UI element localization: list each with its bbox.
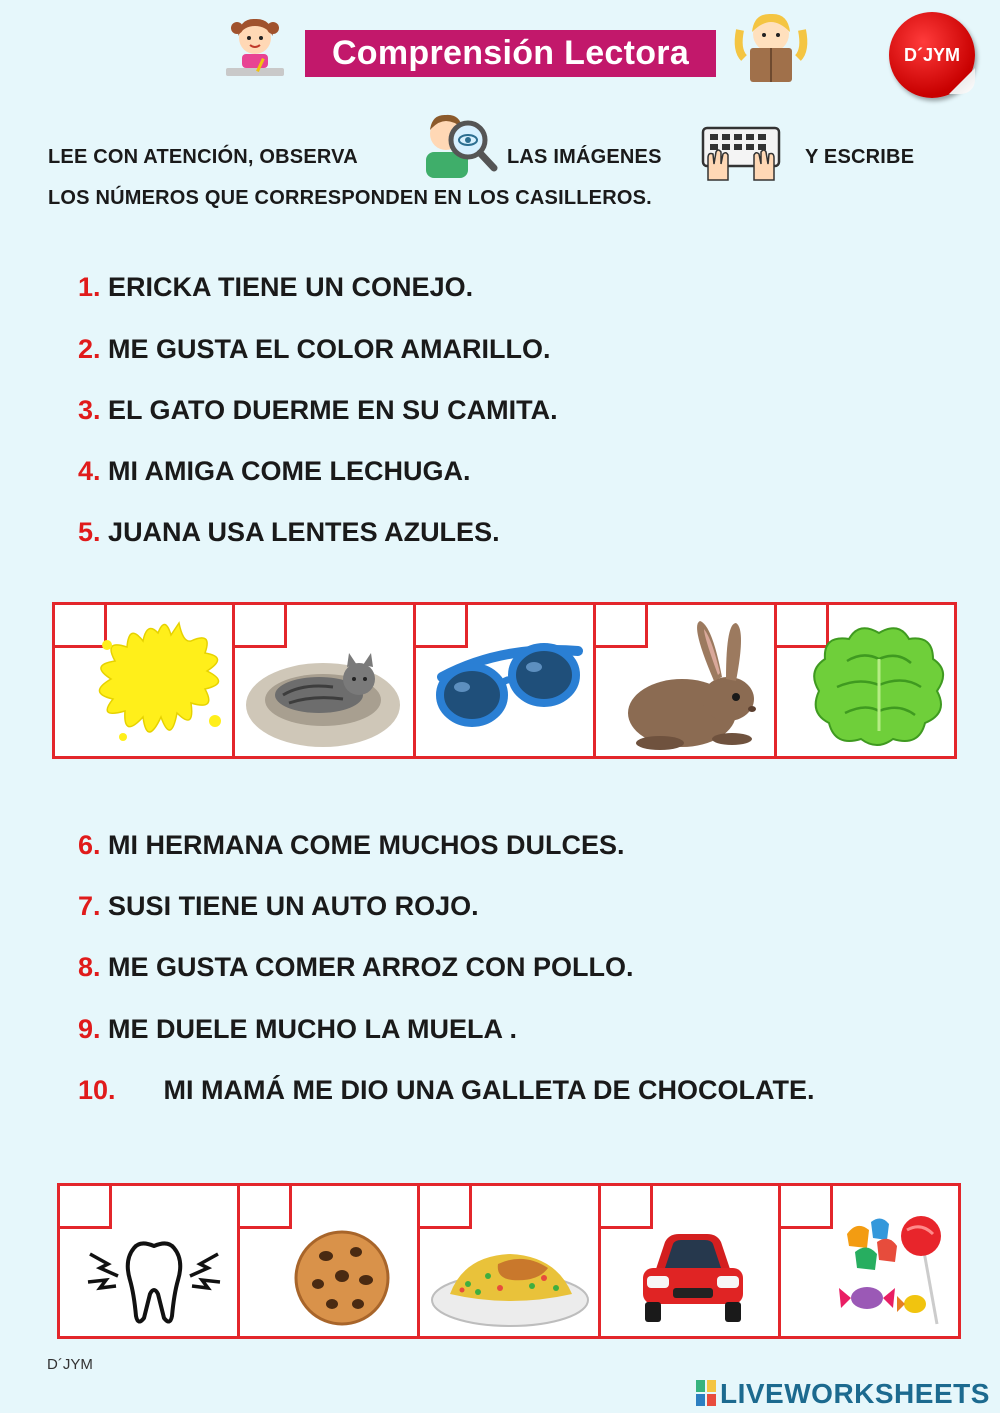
answer-box[interactable] xyxy=(601,1186,653,1229)
aching-tooth-icon xyxy=(84,1234,224,1330)
girl-reading-icon xyxy=(730,10,812,86)
sentence-number: 1. xyxy=(78,272,101,302)
sentence-number: 10. xyxy=(78,1075,116,1105)
grid-cell xyxy=(232,605,412,756)
page-title: Comprensión Lectora xyxy=(305,30,716,77)
instruction-part1: LEE CON ATENCIÓN, OBSERVA xyxy=(48,146,358,168)
liveworksheets-brand: LIVEWORKSHEETS xyxy=(720,1378,990,1409)
red-car-icon xyxy=(637,1228,749,1332)
girl-writing-icon xyxy=(222,12,288,82)
sentence-6 xyxy=(78,830,625,861)
sentence-5 xyxy=(78,517,500,548)
sentence-number: 5. xyxy=(78,517,101,547)
sentence-8 xyxy=(78,952,634,983)
sentence-number: 8. xyxy=(78,952,101,982)
sentence-text: ME DUELE MUCHO LA MUELA . xyxy=(108,1014,518,1044)
rabbit-icon xyxy=(620,615,770,755)
grid-cell xyxy=(593,605,773,756)
candies-icon xyxy=(837,1212,957,1328)
sentence-text: EL GATO DUERME EN SU CAMITA. xyxy=(108,395,558,425)
answer-box[interactable] xyxy=(240,1186,292,1229)
sentence-number: 3. xyxy=(78,395,101,425)
sentence-text: MI HERMANA COME MUCHOS DULCES. xyxy=(108,830,625,860)
footer-author: D´JYM xyxy=(47,1356,93,1373)
instruction-part3: Y ESCRIBE xyxy=(805,146,915,168)
picture-grid-1 xyxy=(52,602,957,759)
sentence-text: ME GUSTA COMER ARROZ CON POLLO. xyxy=(108,952,634,982)
sentence-text: JUANA USA LENTES AZULES. xyxy=(108,517,500,547)
sentence-text: MI MAMÁ ME DIO UNA GALLETA DE CHOCOLATE. xyxy=(163,1075,815,1105)
typing-keyboard-icon xyxy=(700,124,782,182)
sentence-7 xyxy=(78,891,479,922)
sentence-4 xyxy=(78,456,471,487)
blue-sunglasses-icon xyxy=(432,625,588,735)
sentence-number: 6. xyxy=(78,830,101,860)
sentence-number: 4. xyxy=(78,456,101,486)
sentence-9 xyxy=(78,1014,517,1045)
grid-cell xyxy=(417,1186,597,1336)
sentence-number: 7. xyxy=(78,891,101,921)
chocolate-cookie-icon xyxy=(292,1228,392,1328)
grid-cell xyxy=(413,605,593,756)
sentence-10 xyxy=(78,1075,815,1106)
seal-text: D´JYM xyxy=(903,45,960,65)
instruction-part2: LAS IMÁGENES xyxy=(507,146,662,168)
sentence-2 xyxy=(78,334,551,365)
answer-box[interactable] xyxy=(235,605,287,648)
sentence-text: SUSI TIENE UN AUTO ROJO. xyxy=(108,891,479,921)
answer-box[interactable] xyxy=(60,1186,112,1229)
grid-cell xyxy=(60,1186,237,1336)
magnifying-glass-icon xyxy=(418,106,500,180)
instruction-line2: LOS NÚMEROS QUE CORRESPONDEN EN LOS CASILLEROS. xyxy=(48,187,652,209)
liveworksheets-logo xyxy=(696,1378,990,1410)
grid-cell xyxy=(237,1186,417,1336)
grid-cell xyxy=(778,1186,958,1336)
grid-cell xyxy=(774,605,954,756)
rice-with-chicken-icon xyxy=(428,1238,592,1330)
sentence-1 xyxy=(78,272,473,303)
yellow-splash-icon xyxy=(83,613,233,753)
cat-in-bed-icon xyxy=(243,645,403,750)
answer-box[interactable] xyxy=(420,1186,472,1229)
answer-box[interactable] xyxy=(781,1186,833,1229)
sentence-number: 9. xyxy=(78,1014,101,1044)
picture-grid-2 xyxy=(57,1183,961,1339)
sentence-text: MI AMIGA COME LECHUGA. xyxy=(108,456,471,486)
sentence-text: ERICKA TIENE UN CONEJO. xyxy=(108,272,474,302)
liveworksheets-mark-icon xyxy=(696,1380,716,1406)
grid-cell xyxy=(598,1186,778,1336)
sentence-text: ME GUSTA EL COLOR AMARILLO. xyxy=(108,334,551,364)
grid-cell xyxy=(55,605,232,756)
djym-seal xyxy=(889,12,975,98)
sentence-3 xyxy=(78,395,558,426)
lettuce-icon xyxy=(807,621,951,751)
sentence-number: 2. xyxy=(78,334,101,364)
